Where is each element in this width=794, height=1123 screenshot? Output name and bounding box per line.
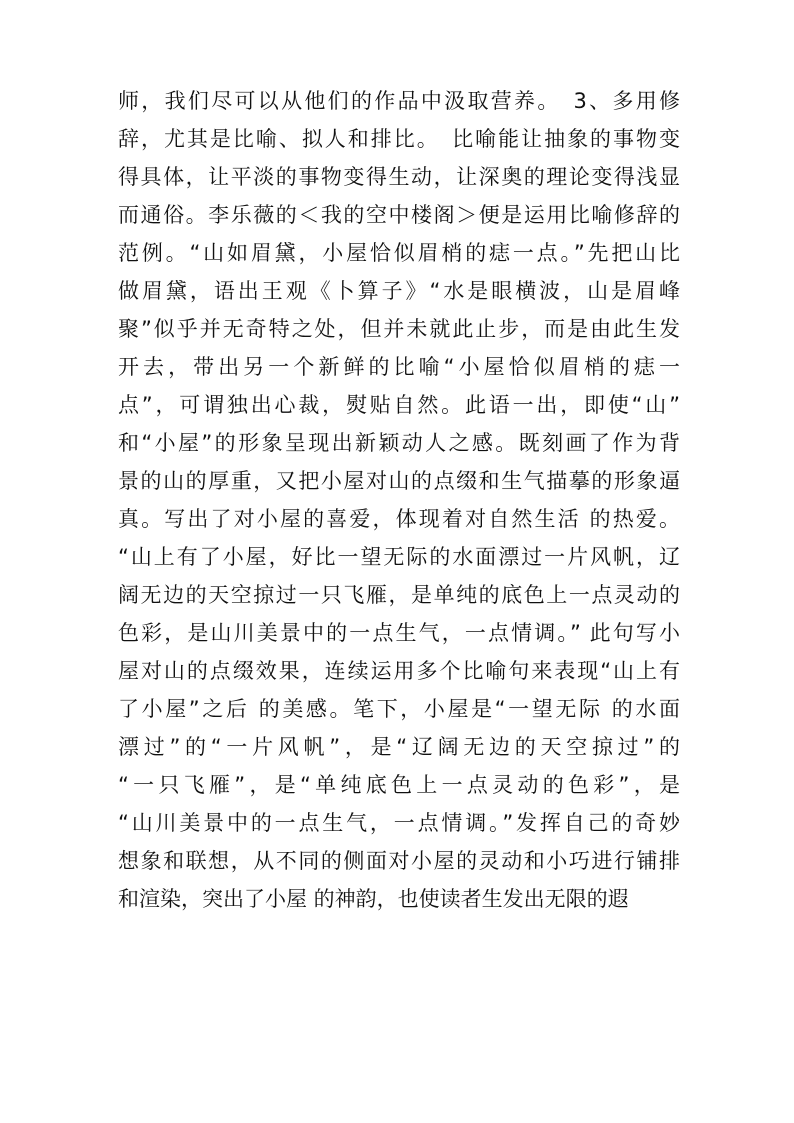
text-line: 做眉黛，语出王观《卜算子》“水是眼横波，山是眉峰	[118, 279, 680, 303]
text-line: “一只飞雁”，是“单纯底色上一点灵动的色彩”，是	[118, 773, 680, 797]
text-line: 阔无边的天空掠过一只飞雁，是单纯的底色上一点灵动的	[118, 583, 680, 607]
text-line: 师，我们尽可以从他们的作品中汲取营养。 3、多用修	[118, 89, 680, 113]
text-line: 而通俗。李乐薇的＜我的空中楼阁＞便是运用比喻修辞的	[118, 203, 680, 227]
text-line: “山上有了小屋，好比一望无际的水面漂过一片风帆，辽	[118, 545, 680, 569]
text-line: 点”，可谓独出心裁，熨贴自然。此语一出，即使“山”	[118, 393, 680, 417]
text-line: 景的山的厚重，又把小屋对山的点缀和生气描摹的形象逼	[118, 469, 680, 493]
text-line: 真。写出了对小屋的喜爱，体现着对自然生活 的热爱。	[118, 507, 680, 531]
text-line: 范例。“山如眉黛，小屋恰似眉梢的痣一点。”先把山比	[118, 241, 680, 265]
text-line: 了小屋”之后 的美感。笔下，小屋是“一望无际 的水面	[118, 697, 680, 721]
body-text	[118, 82, 680, 918]
text-line: “山川美景中的一点生气，一点情调。”发挥自己的奇妙	[118, 811, 680, 835]
text-line: 屋对山的点缀效果，连续运用多个比喻句来表现“山上有	[118, 659, 680, 683]
text-line: 得具体，让平淡的事物变得生动，让深奥的理论变得浅显	[118, 165, 680, 189]
text-line: 想象和联想，从不同的侧面对小屋的灵动和小巧进行铺排	[118, 849, 680, 873]
text-line: 色彩，是山川美景中的一点生气，一点情调。” 此句写小	[118, 621, 680, 645]
text-line: 开去，带出另一个新鲜的比喻“小屋恰似眉梢的痣一	[118, 355, 680, 379]
text-line: 和“小屋”的形象呈现出新颖动人之感。既刻画了作为背	[118, 431, 680, 455]
text-line: 和渲染，突出了小屋 的神韵，也使读者生发出无限的遐	[118, 887, 629, 911]
text-line: 辞，尤其是比喻、拟人和排比。 比喻能让抽象的事物变	[118, 127, 680, 151]
text-line: 漂过”的“一片风帆”，是“辽阔无边的天空掠过”的	[118, 735, 680, 759]
text-line: 聚”似乎并无奇特之处，但并未就此止步，而是由此生发	[118, 317, 680, 341]
